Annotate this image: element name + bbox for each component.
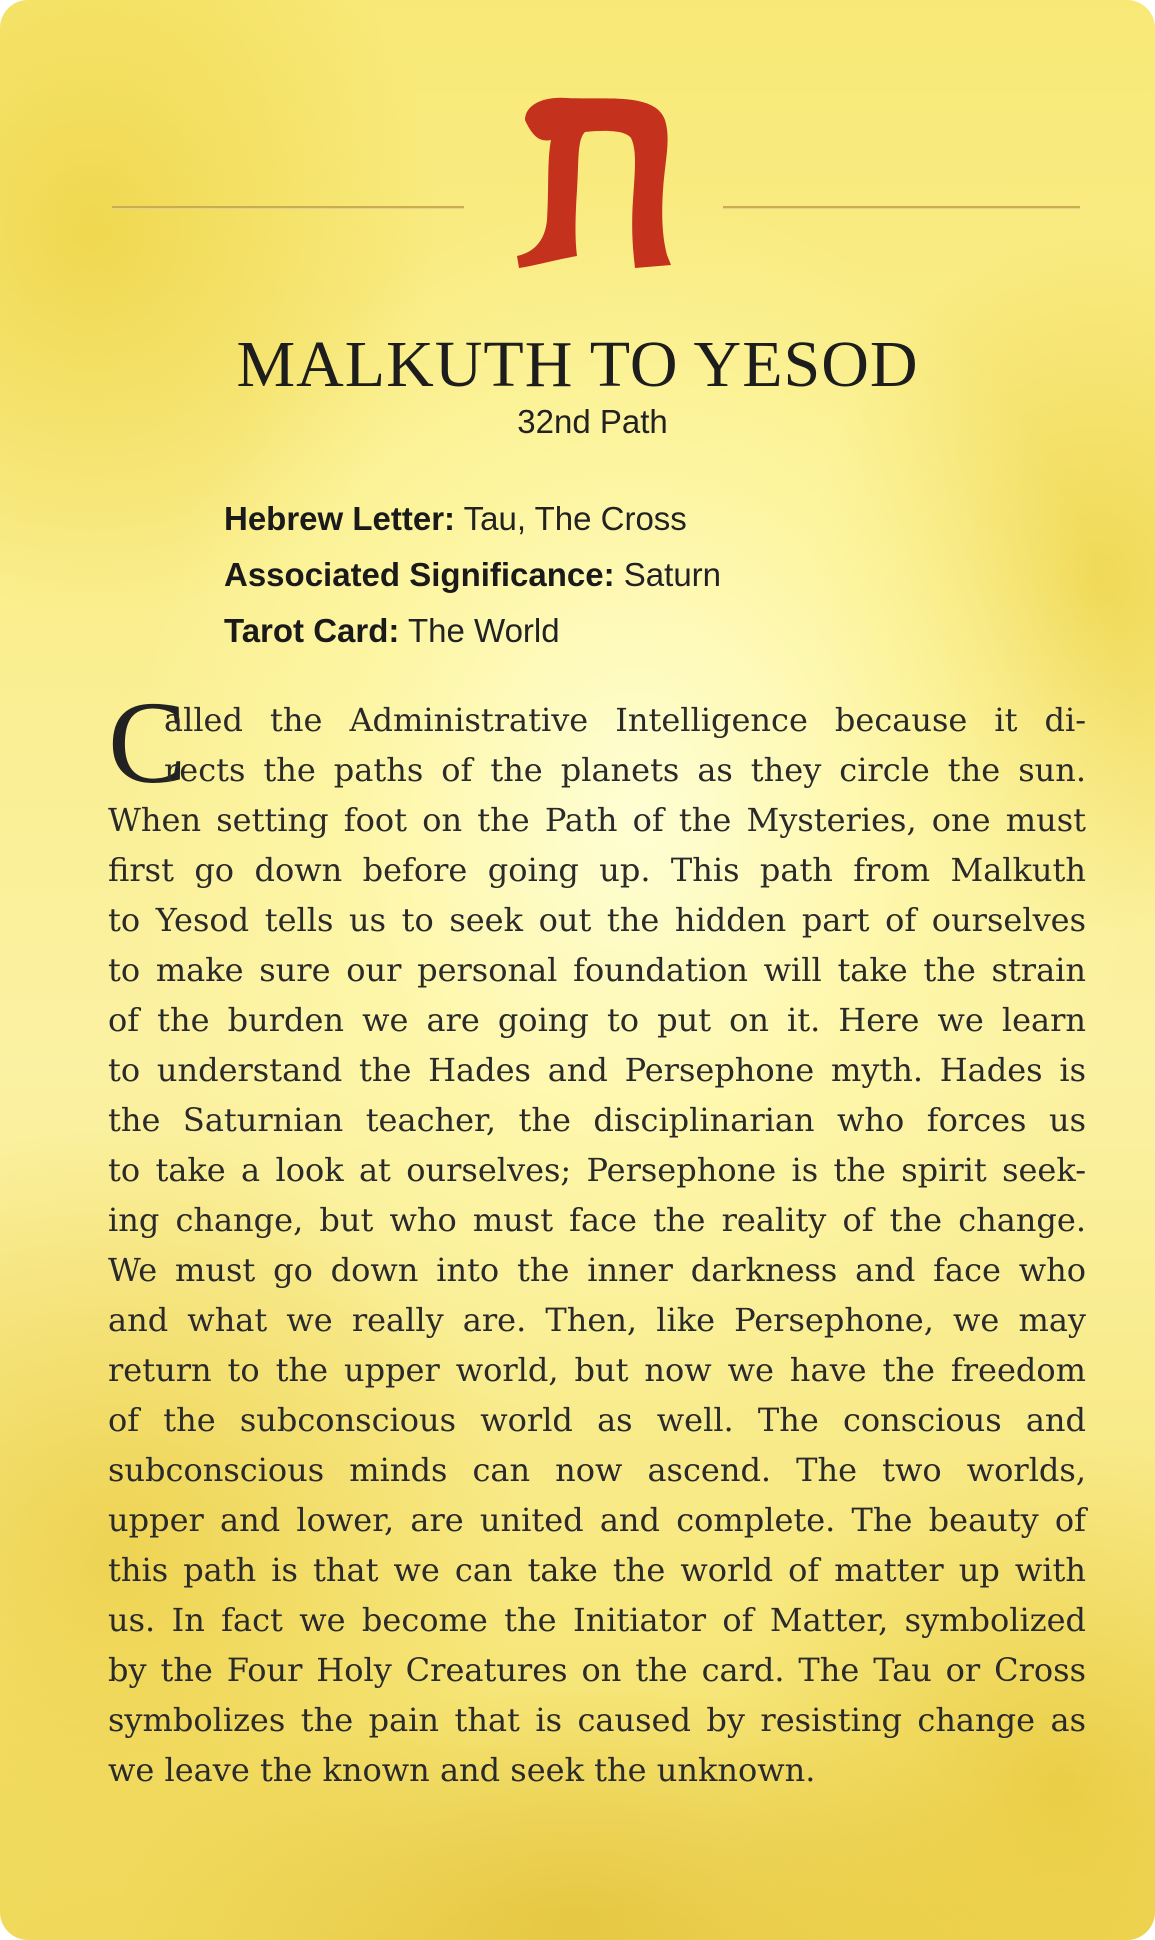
field-label: Tarot Card: bbox=[224, 612, 400, 649]
body-line: We must go down into the inner darkness and face who bbox=[108, 1251, 1086, 1289]
body-line: we leave the known and seek the unknown. bbox=[108, 1751, 816, 1789]
drop-cap-letter: C bbox=[108, 677, 187, 808]
field-label: Hebrew Letter: bbox=[224, 500, 456, 537]
field-hebrew-letter bbox=[224, 495, 721, 551]
body-line: this path is that we can take the world of matter up with bbox=[108, 1551, 1086, 1589]
hebrew-tau-letter-icon bbox=[505, 90, 685, 275]
field-label: Associated Significance: bbox=[224, 556, 615, 593]
body-line: the Saturnian teacher, the disciplinarian who forces us bbox=[108, 1101, 1086, 1139]
body-line: of the burden we are going to put on it. Here we learn bbox=[108, 1001, 1086, 1039]
field-value: Tau, The Cross bbox=[463, 500, 687, 537]
left-divider-rule bbox=[112, 206, 464, 209]
attributes-list bbox=[224, 495, 721, 663]
body-line: us. In fact we become the Initiator of Matter, symbolized bbox=[108, 1601, 1086, 1639]
body-paragraph bbox=[108, 677, 1086, 1795]
card-title: MALKUTH TO YESOD bbox=[236, 328, 919, 401]
body-line: return to the upper world, but now we have the freedom bbox=[108, 1351, 1086, 1389]
right-divider-rule bbox=[723, 206, 1080, 209]
body-line: to Yesod tells us to seek out the hidden part of ourselves bbox=[108, 901, 1086, 939]
body-line: ing change, but who must face the reality of the change. bbox=[108, 1201, 1086, 1239]
body-line: and what we really are. Then, like Persephone, we may bbox=[108, 1301, 1086, 1339]
body-line: first go down before going up. This path from Malkuth bbox=[108, 851, 1086, 889]
field-tarot-card bbox=[224, 607, 721, 663]
body-line: to take a look at ourselves; Persephone is the spirit seek- bbox=[108, 1151, 1086, 1189]
field-associated-significance bbox=[224, 551, 721, 607]
body-line: alled the Administrative Intelligence because it di- bbox=[164, 701, 1086, 739]
body-line: rects the paths of the planets as they circle the sun. bbox=[164, 751, 1086, 789]
field-value: The World bbox=[407, 612, 560, 649]
body-line: symbolizes the pain that is caused by resisting change as bbox=[108, 1701, 1086, 1739]
body-line: upper and lower, are united and complete. The beauty of bbox=[108, 1501, 1086, 1539]
body-line: of the subconscious world as well. The conscious and bbox=[108, 1401, 1086, 1439]
field-value: Saturn bbox=[623, 556, 722, 593]
body-line: to make sure our personal foundation will take the strain bbox=[108, 951, 1086, 989]
body-line: subconscious minds can now ascend. The two worlds, bbox=[108, 1451, 1086, 1489]
card-subtitle: 32nd Path bbox=[517, 403, 668, 440]
body-line: When setting foot on the Path of the Mysteries, one must bbox=[108, 801, 1086, 839]
body-line: to understand the Hades and Persephone myth. Hades is bbox=[108, 1051, 1086, 1089]
body-line: by the Four Holy Creatures on the card. The Tau or Cross bbox=[108, 1651, 1086, 1689]
